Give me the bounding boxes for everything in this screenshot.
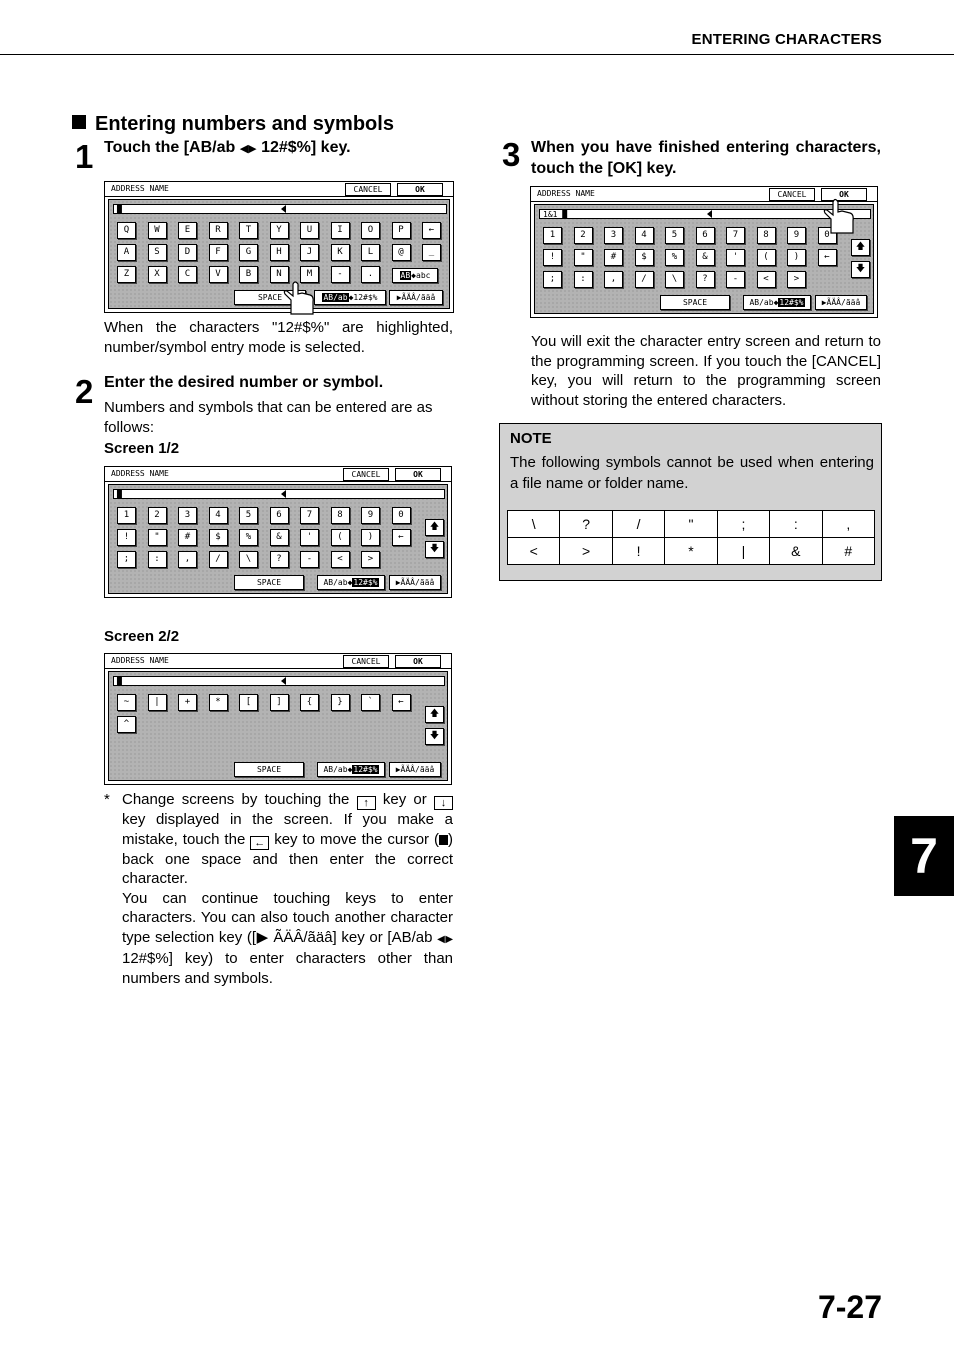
space-button[interactable]: SPACE (234, 575, 304, 590)
char-key[interactable]: 7 (726, 227, 745, 244)
screen-title: ADDRESS NAME (111, 656, 169, 665)
step-2-number: 2 (75, 373, 94, 410)
footnote-text (122, 790, 453, 988)
char-key[interactable]: G (239, 244, 258, 261)
char-key[interactable]: B (239, 266, 258, 283)
symbol-cell: " (665, 511, 717, 538)
screen-topbar (105, 654, 451, 669)
running-header: ENTERING CHARACTERS (691, 31, 882, 48)
char-key[interactable]: 9 (787, 227, 806, 244)
char-key[interactable]: ^ (117, 716, 136, 733)
step-3-title: When you have finished entering characters, touch the [OK] key. (531, 139, 881, 177)
char-key[interactable]: < (757, 271, 776, 288)
char-key[interactable]: ] (270, 694, 289, 711)
char-key[interactable]: H (270, 244, 289, 261)
char-key[interactable]: 9 (361, 507, 380, 524)
backspace-arrow-icon[interactable]: ← (818, 249, 837, 266)
char-key[interactable]: : (574, 271, 593, 288)
screen-topbar (105, 182, 453, 197)
char-key[interactable]: . (361, 266, 380, 283)
symbol-cell: | (717, 538, 769, 565)
screen-title: ADDRESS NAME (111, 469, 169, 478)
ab-num-mode-button[interactable]: AB/ab◆12#$% (317, 575, 385, 590)
section-title-text: Entering numbers and symbols (95, 113, 394, 135)
char-key[interactable]: J (300, 244, 319, 261)
diamond-arrow-icon: ◀▶ (437, 933, 454, 945)
char-key[interactable]: I (331, 222, 350, 239)
char-key[interactable]: 6 (696, 227, 715, 244)
entry-field: █ (113, 676, 445, 686)
abc-mode-button[interactable]: AB◆abc (392, 268, 438, 283)
symbol-cell: # (822, 538, 874, 565)
char-key[interactable]: 0 (392, 507, 411, 524)
space-button[interactable]: SPACE (660, 295, 730, 310)
char-key[interactable]: A (117, 244, 136, 261)
char-key[interactable]: M (300, 266, 319, 283)
char-key[interactable]: < (331, 551, 350, 568)
backspace-arrow-icon[interactable]: ← (422, 222, 441, 239)
char-key[interactable]: 1 (543, 227, 562, 244)
footnote-p2b: ÃÄÂ/ãäâ] key or [AB/ab (273, 928, 433, 946)
backspace-arrow-icon[interactable]: ← (392, 694, 411, 711)
char-key[interactable]: 0 (818, 227, 837, 244)
char-key[interactable]: ; (543, 271, 562, 288)
footnote-p1b: key or (382, 791, 427, 808)
ab-num-mode-button[interactable]: AB/ab◆12#$% (743, 295, 811, 310)
cancel-button[interactable]: CANCEL (343, 655, 389, 668)
cursor-left-arrow-icon (281, 490, 286, 498)
char-key[interactable]: Y (270, 222, 289, 239)
numbers-screen-2 (104, 653, 452, 785)
char-key[interactable]: P (392, 222, 411, 239)
char-key[interactable]: 4 (209, 507, 228, 524)
footnote-p1c: key displayed in the screen. If you make a mistake, touch the (122, 811, 453, 848)
note-title: NOTE (510, 430, 552, 447)
char-key[interactable]: & (696, 249, 715, 266)
char-key[interactable]: F (209, 244, 228, 261)
char-key[interactable]: L (361, 244, 380, 261)
ok-screen (530, 186, 878, 318)
accent-mode-button[interactable]: ▶ÃÄÂ/ãäâ (815, 295, 867, 310)
char-key[interactable]: ) (361, 529, 380, 546)
char-key[interactable]: U (300, 222, 319, 239)
char-key[interactable]: 6 (270, 507, 289, 524)
char-key[interactable]: > (361, 551, 380, 568)
char-key[interactable]: ! (117, 529, 136, 546)
down-arrow-key-icon: ↓ (434, 796, 453, 810)
char-key[interactable]: Q (117, 222, 136, 239)
ab-num-mode-button[interactable]: AB/ab◆12#$% (317, 762, 385, 777)
symbol-row (508, 511, 875, 538)
screen-title: ADDRESS NAME (111, 184, 169, 193)
char-key[interactable]: ; (117, 551, 136, 568)
screen-1-label: Screen 1/2 (104, 440, 180, 457)
char-key[interactable]: E (178, 222, 197, 239)
char-key[interactable]: 4 (635, 227, 654, 244)
footnote-p2c: 12#$%] key) to enter characters other than numbers and symbols. (122, 950, 453, 987)
char-key[interactable]: K (331, 244, 350, 261)
square-bullet-icon (72, 115, 86, 129)
ok-button[interactable]: OK (395, 655, 441, 668)
char-key[interactable]: ( (757, 249, 776, 266)
step-1-title-a: Touch the [AB/ab (104, 139, 236, 156)
symbol-cell: ? (560, 511, 612, 538)
char-key[interactable]: W (148, 222, 167, 239)
ok-button[interactable]: OK (397, 183, 443, 196)
symbol-cell: * (665, 538, 717, 565)
step-1-title (104, 137, 351, 160)
footnote-star: * (104, 791, 110, 808)
char-key[interactable]: T (239, 222, 258, 239)
forbidden-symbols-table (507, 510, 875, 565)
pointing-hand-icon (821, 197, 861, 235)
symbol-cell: / (612, 511, 664, 538)
page-number: 7-27 (817, 1289, 882, 1325)
note-box (499, 423, 882, 581)
letters-screen (104, 181, 454, 313)
note-body: The following symbols cannot be used when entering a file name or folder name. (510, 454, 874, 492)
cancel-button[interactable]: CANCEL (343, 468, 389, 481)
char-key[interactable]: } (331, 694, 350, 711)
symbol-cell: < (508, 538, 560, 565)
ab-num-mode-button[interactable]: AB/ab◆12#$% (314, 290, 386, 305)
screen-topbar (105, 467, 451, 482)
char-key[interactable]: ) (787, 249, 806, 266)
page-down-arrow-icon[interactable]: 🡇 (425, 728, 444, 745)
char-key[interactable]: @ (392, 244, 411, 261)
char-key[interactable]: $ (635, 249, 654, 266)
cursor-block-icon (439, 835, 448, 845)
char-key[interactable]: C (178, 266, 197, 283)
char-key[interactable]: " (148, 529, 167, 546)
step-3-description: You will exit the character entry screen and return to the programming screen. If you touch the [CANCEL] key, you will return to the programming screen without storing the entered characters. (531, 333, 881, 409)
right-triangle-icon: ▶ (256, 928, 269, 946)
header-rule (0, 54, 954, 55)
char-key[interactable]: % (239, 529, 258, 546)
char-key[interactable]: _ (422, 244, 441, 261)
char-key[interactable]: 8 (757, 227, 776, 244)
char-key[interactable]: ? (696, 271, 715, 288)
section-title (72, 113, 394, 136)
entry-field: 1&1 █ (539, 209, 871, 219)
accent-mode-button[interactable]: ▶ÃÄÂ/ãäâ (389, 290, 443, 305)
numbers-screen-1 (104, 466, 452, 598)
step-3-number: 3 (502, 136, 521, 173)
cursor-left-arrow-icon (281, 205, 286, 213)
char-key[interactable]: ` (361, 694, 380, 711)
step-1-number: 1 (75, 138, 94, 175)
char-key[interactable]: ' (300, 529, 319, 546)
entry-field: █ (113, 489, 445, 499)
footnote-p2a: You can continue touching keys to enter characters. You can also touch another character type selection key ([ (122, 889, 453, 946)
keyboard-area (108, 484, 448, 594)
page-up-arrow-icon[interactable]: 🡅 (425, 706, 444, 723)
step-1-title-b: 12#$%] key. (261, 139, 351, 156)
footnote-p1a: Change screens by touching the (122, 791, 350, 808)
footnote-p1e: ) back one space and then enter the correct character. (122, 830, 453, 887)
char-key[interactable]: ( (331, 529, 350, 546)
entered-text: 1&1 (543, 210, 558, 219)
char-key[interactable]: ! (543, 249, 562, 266)
char-key[interactable]: S (148, 244, 167, 261)
page-up-arrow-icon[interactable]: 🡅 (851, 239, 870, 256)
diamond-arrow-icon: ◀▶ (239, 143, 257, 155)
char-key[interactable]: " (574, 249, 593, 266)
char-key[interactable]: D (178, 244, 197, 261)
step-2-title: Enter the desired number or symbol. (104, 374, 384, 391)
symbol-cell: ! (612, 538, 664, 565)
char-key[interactable]: + (178, 694, 197, 711)
char-key[interactable]: - (726, 271, 745, 288)
char-key[interactable]: \ (665, 271, 684, 288)
back-arrow-key-icon: ← (250, 836, 269, 850)
space-button[interactable]: SPACE (234, 290, 306, 305)
footnote-p1d: key to move the cursor ( (274, 830, 439, 848)
keyboard-area (108, 671, 448, 781)
char-key[interactable]: - (300, 551, 319, 568)
char-key[interactable]: 5 (239, 507, 258, 524)
char-key[interactable]: N (270, 266, 289, 283)
char-key[interactable]: Z (117, 266, 136, 283)
char-key[interactable]: % (665, 249, 684, 266)
space-button[interactable]: SPACE (234, 762, 304, 777)
symbol-cell: ; (717, 511, 769, 538)
accent-mode-button[interactable]: ▶ÃÄÂ/ãäâ (389, 762, 441, 777)
char-key[interactable]: [ (239, 694, 258, 711)
char-key[interactable]: 7 (300, 507, 319, 524)
char-key[interactable]: 3 (178, 507, 197, 524)
step-1-description: When the characters "12#$%" are highlighted, number/symbol entry mode is selected. (104, 319, 453, 356)
char-key[interactable]: , (178, 551, 197, 568)
char-key[interactable]: # (178, 529, 197, 546)
char-key[interactable]: 1 (117, 507, 136, 524)
char-key[interactable]: R (209, 222, 228, 239)
char-key[interactable]: ' (726, 249, 745, 266)
page-up-arrow-icon[interactable]: 🡅 (425, 519, 444, 536)
char-key[interactable]: { (300, 694, 319, 711)
cancel-button[interactable]: CANCEL (345, 183, 391, 196)
char-key[interactable]: > (787, 271, 806, 288)
accent-mode-button[interactable]: ▶ÃÄÂ/ãäâ (389, 575, 441, 590)
symbol-cell: > (560, 538, 612, 565)
char-key[interactable]: # (604, 249, 623, 266)
char-key[interactable]: * (209, 694, 228, 711)
screen-2-label: Screen 2/2 (104, 628, 180, 645)
char-key[interactable]: : (148, 551, 167, 568)
screen-title: ADDRESS NAME (537, 189, 595, 198)
symbol-cell: : (770, 511, 822, 538)
keyboard-area (534, 204, 874, 314)
char-key[interactable]: / (209, 551, 228, 568)
page-down-arrow-icon[interactable]: 🡇 (851, 261, 870, 278)
keyboard-area (108, 199, 450, 309)
char-key[interactable]: | (148, 694, 167, 711)
char-key[interactable]: 2 (574, 227, 593, 244)
ok-button[interactable]: OK (395, 468, 441, 481)
char-key[interactable]: - (331, 266, 350, 283)
chapter-tab: 7 (894, 816, 954, 896)
cursor-left-arrow-icon (281, 677, 286, 685)
cursor-left-arrow-icon (707, 210, 712, 218)
step-2-description: Numbers and symbols that can be entered are as follows: (104, 399, 433, 436)
char-key[interactable]: 3 (604, 227, 623, 244)
char-key[interactable]: 5 (665, 227, 684, 244)
char-key[interactable]: X (148, 266, 167, 283)
pointing-hand-icon (277, 280, 319, 316)
backspace-arrow-icon[interactable]: ← (392, 529, 411, 546)
up-arrow-key-icon: ↑ (357, 796, 376, 810)
char-key[interactable]: & (270, 529, 289, 546)
symbol-cell: & (770, 538, 822, 565)
char-key[interactable]: V (209, 266, 228, 283)
char-key[interactable]: $ (209, 529, 228, 546)
char-key[interactable]: \ (239, 551, 258, 568)
char-key[interactable]: , (604, 271, 623, 288)
entry-field: █ (113, 204, 447, 214)
char-key[interactable]: 8 (331, 507, 350, 524)
char-key[interactable]: 2 (148, 507, 167, 524)
symbol-cell: \ (508, 511, 560, 538)
page-down-arrow-icon[interactable]: 🡇 (425, 541, 444, 558)
char-key[interactable]: O (361, 222, 380, 239)
cancel-button[interactable]: CANCEL (769, 188, 815, 201)
char-key[interactable]: / (635, 271, 654, 288)
symbol-row (508, 538, 875, 565)
char-key[interactable]: ~ (117, 694, 136, 711)
symbol-cell: , (822, 511, 874, 538)
char-key[interactable]: ? (270, 551, 289, 568)
ok-button[interactable]: OK (821, 188, 867, 201)
